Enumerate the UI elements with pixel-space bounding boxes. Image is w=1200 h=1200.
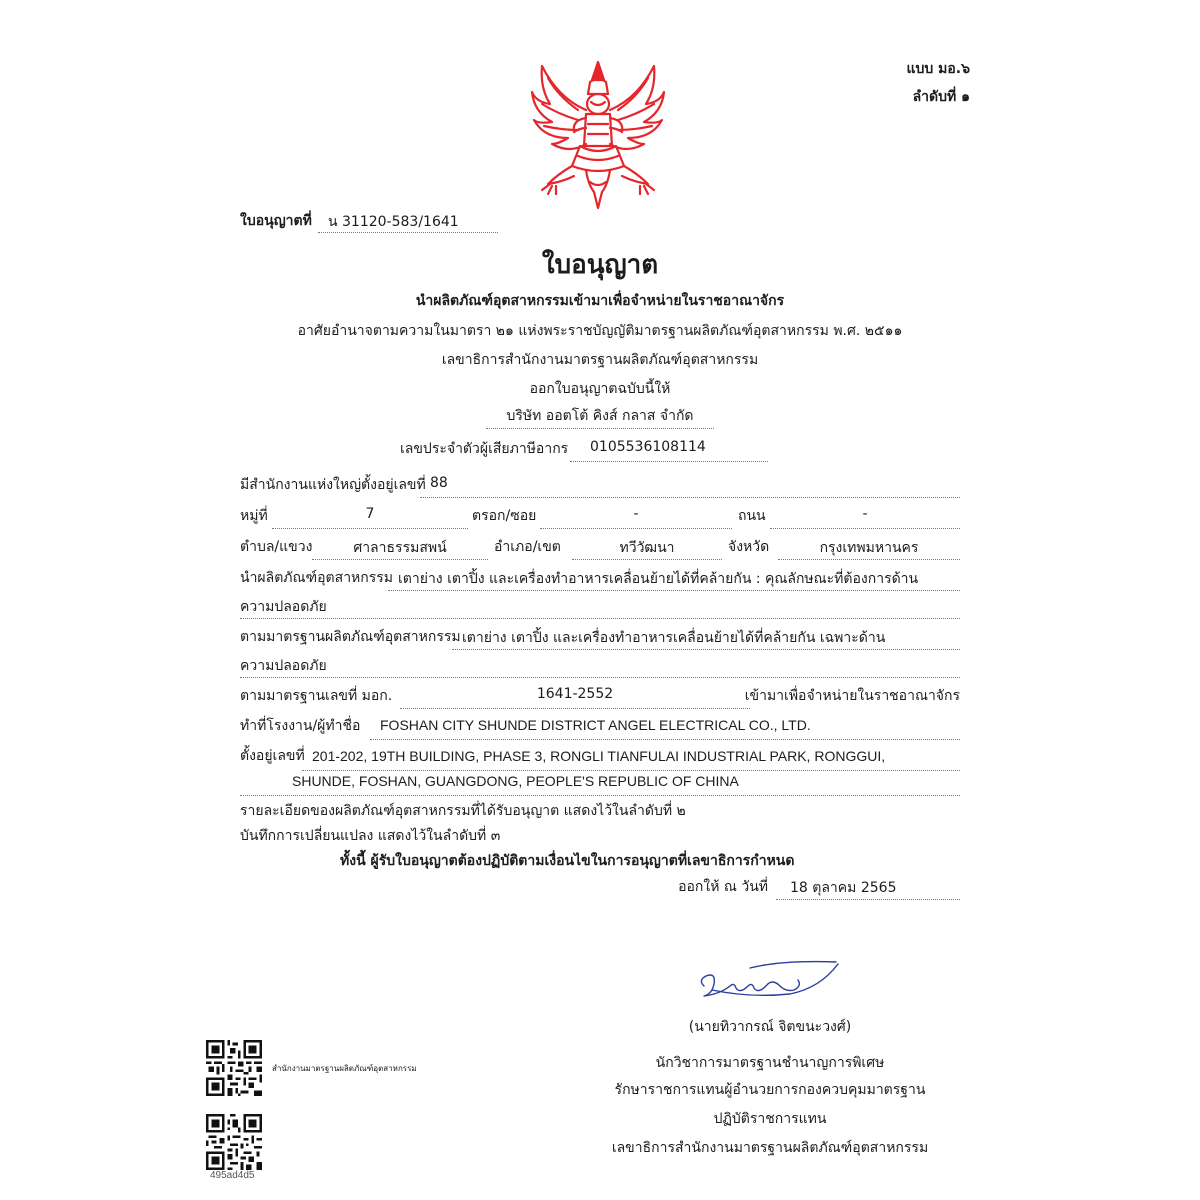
road-label: ถนน <box>738 508 766 524</box>
standard-underline-2 <box>240 677 960 678</box>
factory-label: ทำที่โรงงาน/ผู้ทำชื่อ <box>240 718 361 734</box>
note-1: รายละเอียดของผลิตภัณฑ์อุตสาหกรรมที่ได้รับอนุญาต แสดงไว้ในลำดับที่ ๒ <box>240 803 686 819</box>
tax-id-underline <box>570 461 768 462</box>
tis-suffix: เข้ามาเพื่อจำหน่ายในราชอาณาจักร <box>744 688 960 704</box>
product-line-1: เตาย่าง เตาปิ้ง และเครื่องทำอาหารเคลื่อนย้ายได้ที่คล้ายกัน : คุณลักษณะที่ต้องการด้าน <box>398 571 919 587</box>
hq-label: มีสำนักงานแห่งใหญ่ตั้งอยู่เลขที่ <box>240 477 426 493</box>
license-no-label: ใบอนุญาตที่ <box>240 213 312 229</box>
tax-id-value: 0105536108114 <box>590 439 706 455</box>
footer-qr-code-text: 495ad4d5 <box>210 1170 255 1181</box>
qr-code-2-icon <box>206 1114 262 1170</box>
condition-text: ทั้งนี้ ผู้รับใบอนุญาตต้องปฏิบัติตามเงื่อนไขในการอนุญาตที่เลขาธิการกำหนด <box>340 853 795 869</box>
hq-no: 88 <box>430 475 448 491</box>
page-title: ใบอนุญาต <box>541 250 659 280</box>
issued-date: 18 ตุลาคม 2565 <box>790 880 897 896</box>
footer-office-name: สำนักงานมาตรฐานผลิตภัณฑ์อุตสาหกรรม <box>272 1064 417 1073</box>
tis-value: 1641-2552 <box>536 686 614 702</box>
tambon-label: ตำบล/แขวง <box>240 539 313 555</box>
license-no-value: น 31120-583/1641 <box>328 214 459 230</box>
standard-underline-1 <box>452 649 960 650</box>
factory-underline <box>370 739 960 740</box>
province-value: กรุงเทพมหานคร <box>819 540 919 556</box>
issued-label: ออกให้ ณ วันที่ <box>678 879 768 895</box>
province-label: จังหวัด <box>728 539 770 555</box>
issued-underline <box>776 899 960 900</box>
product-underline-1 <box>388 590 960 591</box>
amphoe-underline <box>572 559 722 560</box>
signatory-line-3: ปฏิบัติราชการแทน <box>713 1111 827 1127</box>
license-no-underline <box>318 232 498 233</box>
tambon-value: ศาลาธรรมสพน์ <box>353 540 447 556</box>
signatory-line-1: นักวิชาการมาตรฐานชำนาญการพิเศษ <box>655 1055 885 1071</box>
form-code: แบบ มอ.๖ <box>906 61 970 77</box>
moo-label: หมู่ที่ <box>240 508 268 524</box>
factory-address-label: ตั้งอยู่เลขที่ <box>240 748 305 764</box>
signatory-name: (นายทิวากรณ์ จิตขนะวงศ์) <box>688 1019 852 1035</box>
factory-address-underline-1 <box>302 770 960 771</box>
moo-underline <box>272 528 468 529</box>
signatory-line-4: เลขาธิการสำนักงานมาตรฐานผลิตภัณฑ์อุตสาหกรรม <box>611 1140 929 1156</box>
tax-id-label: เลขประจำตัวผู้เสียภาษีอากร <box>400 441 569 457</box>
authority-line-3: ออกใบอนุญาตฉบับนี้ให้ <box>529 381 671 397</box>
standard-line-1: เตาย่าง เตาปิ้ง และเครื่องทำอาหารเคลื่อนย้ายได้ที่คล้ายกัน เฉพาะด้าน <box>462 630 886 646</box>
product-underline-2 <box>240 618 960 619</box>
company-underline <box>486 428 714 429</box>
product-label: นำผลิตภัณฑ์อุตสาหกรรม <box>240 570 394 586</box>
garuda-emblem-icon <box>528 58 668 210</box>
form-order: ลำดับที่ ๑ <box>912 89 970 105</box>
tambon-underline <box>312 559 488 560</box>
standard-label: ตามมาตรฐานผลิตภัณฑ์อุตสาหกรรม <box>240 629 461 645</box>
road-value: - <box>862 506 868 522</box>
company-name: บริษัท ออตโต้ คิงส์ กลาส จำกัด <box>506 408 694 424</box>
factory-value: FOSHAN CITY SHUNDE DISTRICT ANGEL ELECTRICAL CO., LTD. <box>380 717 811 733</box>
note-2: บันทึกการเปลี่ยนแปลง แสดงไว้ในลำดับที่ ๓ <box>240 828 501 844</box>
factory-address-line-1: 201-202, 19TH BUILDING, PHASE 3, RONGLI TIANFULAI INDUSTRIAL PARK, RONGGUI, <box>312 748 886 764</box>
authority-line-1: อาศัยอำนาจตามความในมาตรา ๒๑ แห่งพระราชบัญญัติมาตรฐานผลิตภัณฑ์อุตสาหกรรม พ.ศ. ๒๕๑๑ <box>297 323 903 339</box>
standard-line-2: ความปลอดภัย <box>240 658 327 674</box>
tis-underline <box>400 708 750 709</box>
authority-line-2: เลขาธิการสำนักงานมาตรฐานผลิตภัณฑ์อุตสาหกรรม <box>441 352 759 368</box>
subtitle: นำผลิตภัณฑ์อุตสาหกรรมเข้ามาเพื่อจำหน่ายในราชอาณาจักร <box>415 293 785 309</box>
factory-address-underline-2 <box>240 795 960 796</box>
hq-underline <box>420 497 960 498</box>
amphoe-value: ทวีวัฒนา <box>619 540 675 556</box>
soi-value: - <box>633 506 639 522</box>
amphoe-label: อำเภอ/เขต <box>494 539 561 555</box>
road-underline <box>770 528 960 529</box>
signatory-line-2: รักษาราชการแทนผู้อำนวยการกองควบคุมมาตรฐาน <box>614 1082 926 1098</box>
qr-code-icon <box>206 1040 262 1096</box>
soi-label: ตรอก/ซอย <box>472 508 537 524</box>
signature-image <box>690 956 850 1006</box>
product-line-2: ความปลอดภัย <box>240 599 327 615</box>
moo-value: 7 <box>365 506 375 522</box>
tis-label: ตามมาตรฐานเลขที่ มอก. <box>240 688 393 704</box>
province-underline <box>778 559 960 560</box>
factory-address-line-2: SHUNDE, FOSHAN, GUANGDONG, PEOPLE'S REPUBLIC OF CHINA <box>292 773 739 789</box>
soi-underline <box>540 528 732 529</box>
